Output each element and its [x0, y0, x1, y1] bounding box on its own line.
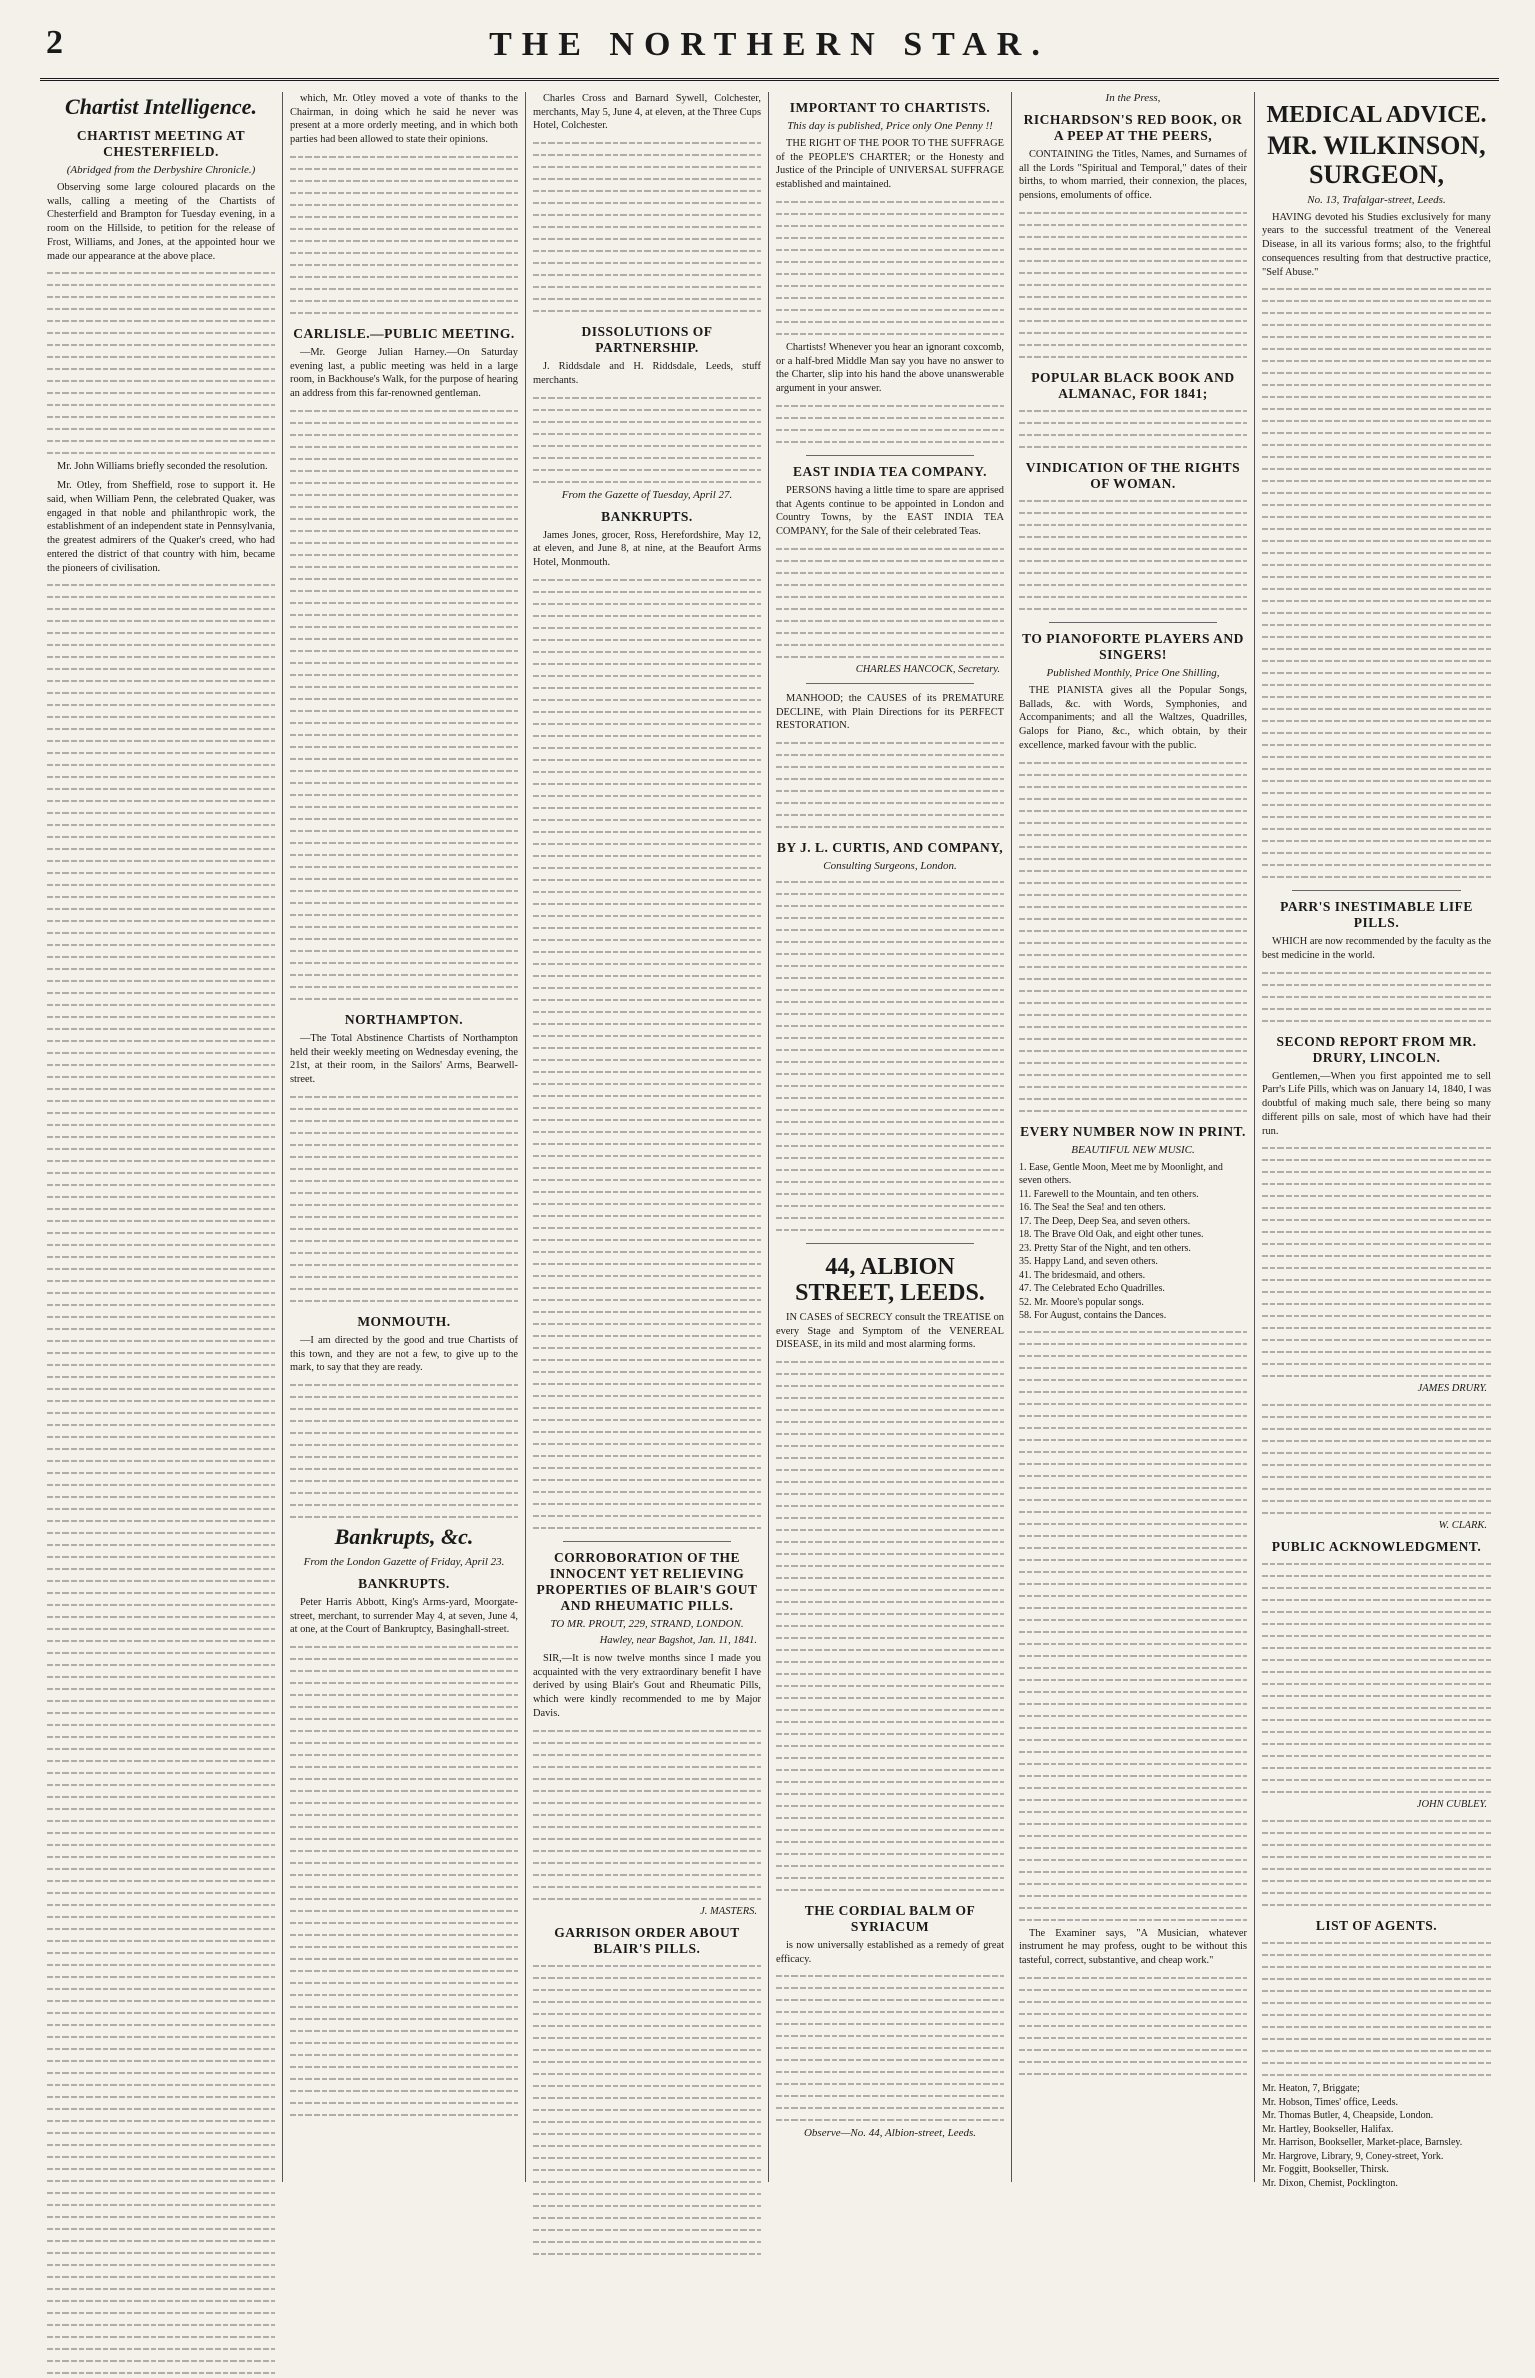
article-title-northampton: NORTHAMPTON.: [344, 1011, 464, 1027]
list-item: 52. Mr. Moore's popular songs.: [1019, 1296, 1144, 1308]
list-item: 58. For August, contains the Dances.: [1019, 1310, 1167, 1322]
letter-address: TO MR. PROUT, 229, STRAND, LONDON.: [550, 1617, 744, 1630]
article-paragraph: which, Mr. Otley moved a vote of thanks to the Chairman, in doing which he said he never was present at a more orderly meeting, and in which both parties had been allowed to state their opinions.: [290, 93, 518, 146]
list-item: Mr. Foggitt, Bookseller, Thirsk.: [1262, 2164, 1389, 2176]
article-paragraph: Charles Cross and Barnard Sywell, Colchester, merchants, May 5, June 4, at eleven, at the Three Cups Hotel, Colchester.: [533, 93, 761, 132]
list-item: 18. The Brave Old Oak, and eight other tunes.: [1019, 1229, 1204, 1241]
article-paragraph: Observing some large coloured placards on the walls, calling a meeting of the Chartists of Chesterfield and Brampton for Tuesday evening, in a room on the Hillside, to petition for the release of Frost, Williams, and Jones, at the appointed hour we made our appearance at the above place.: [47, 182, 275, 262]
letter-signature: J. MASTERS.: [700, 1905, 757, 1917]
list-item: Mr. Hargrove, Library, 9, Coney-street, York.: [1262, 2150, 1444, 2162]
ad-title-east-india-tea: EAST INDIA TEA COMPANY.: [792, 463, 988, 479]
ad-address: No. 13, Trafalgar-street, Leeds.: [1307, 193, 1446, 206]
gazette-source: From the Gazette of Tuesday, April 27.: [561, 488, 733, 501]
list-item: Mr. Harrison, Bookseller, Market-place, Barnsley.: [1262, 2137, 1463, 2149]
article-source: (Abridged from the Derbyshire Chronicle.): [66, 164, 256, 176]
list-item: Mr. Heaton, 7, Briggate;: [1262, 2083, 1360, 2095]
letter-signature: W. CLARK.: [1438, 1520, 1487, 1532]
ad-paragraph: THE PIANISTA gives all the Popular Songs, Ballads, &c. with Words, Symphonies, and Accompaniments; and all the Waltzes, Quadrilles, Galops for Piano, &c., which obtain, by their excellence, marked favour with the public.: [1019, 684, 1247, 751]
ad-title-red-book: RICHARDSON'S RED BOOK, OR A PEEP AT THE PEERS,: [1023, 112, 1243, 143]
article-paragraph: J. Riddsdale and H. Riddsdale, Leeds, stuff merchants.: [533, 361, 761, 386]
ad-subtitle: This day is published, Price only One Penny !!: [787, 120, 993, 132]
letter-place-date: Hawley, near Bagshot, Jan. 11, 1841.: [599, 1634, 757, 1646]
list-item: 17. The Deep, Deep Sea, and seven others.: [1019, 1215, 1191, 1227]
ad-subtitle: In the Press,: [1105, 92, 1161, 104]
article-paragraph: SIR,—It is now twelve months since I made you acquainted with the very extraordinary benefit I have derived by using Blair's Gout and Rheumatic Pills, which were kindly recommended to me by Major Davis.: [533, 1652, 761, 1719]
article-title-monmouth: MONMOUTH.: [357, 1313, 451, 1329]
masthead: [40, 20, 1499, 81]
music-list: [1019, 1161, 1247, 1323]
ad-title-mr-wilkinson: MR. WILKINSON, SURGEON,: [1267, 131, 1486, 189]
article-title-chesterfield: CHARTIST MEETING AT CHESTERFIELD.: [76, 128, 246, 159]
list-item: Mr. Thomas Butler, 4, Cheapside, London.: [1262, 2110, 1434, 2122]
article-paragraph: James Jones, grocer, Ross, Herefordshire, May 12, at eleven, and June 8, at nine, at the Beaufort Arms Hotel, Monmouth.: [533, 529, 761, 569]
article-paragraph: Mr. Otley, from Sheffield, rose to support it. He said, when William Penn, the celebrated Quaker, was engaged in that noble and philanthropic work, the establishment of an independent state in Pennsylvania, the greatest admirers of the Quaker's creed, who had entered the district of that country with him, became the pioneers of civilisation.: [47, 480, 275, 574]
column-text-block: [47, 580, 275, 2378]
report-title: PUBLIC ACKNOWLEDGMENT.: [1271, 1539, 1482, 1555]
article-title-dissolutions: DISSOLUTIONS OF PARTNERSHIP.: [581, 324, 713, 356]
list-item: 47. The Celebrated Echo Quadrilles.: [1019, 1283, 1165, 1295]
article-paragraph: —The Total Abstinence Chartists of Northampton held their weekly meeting on Wednesday evening, the 21st, at their room, in the Sailors' Arms, Bearwell-street.: [290, 1032, 518, 1086]
ad-paragraph: CONTAINING the Titles, Names, and Surnames of all the Lords "Spiritual and Temporal," dates of their births, to whom married, their connexion, the places, pensions, emoluments of office.: [1019, 149, 1247, 202]
ad-subtitle: Consulting Surgeons, London.: [823, 860, 957, 873]
page-number: 2: [46, 24, 63, 61]
ad-paragraph: The Examiner says, "A Musician, whatever instrument he may profess, ought to be without this tasteful, correct, substantive, and cheap work.": [1019, 1927, 1247, 1967]
gazette-source: From the London Gazette of Friday, April 23.: [303, 1556, 505, 1569]
article-paragraph: Peter Harris Abbott, King's Arms-yard, Moorgate-street, merchant, to surrender May 4, at seven, June 4, at one, at the Court of Bankruptcy, Basinghall-street.: [290, 1597, 518, 1636]
section-heading-bankrupts: Bankrupts, &c.: [334, 1524, 474, 1550]
article-title-carlisle: CARLISLE.—PUBLIC MEETING.: [293, 325, 515, 341]
bankrupts-label: BANKRUPTS.: [358, 1576, 450, 1592]
list-item: Mr. Hobson, Times' office, Leeds.: [1262, 2096, 1399, 2108]
agents-title: LIST OF AGENTS.: [1315, 1918, 1438, 1934]
ad-paragraph: WHICH are now recommended by the faculty as the best medicine in the world.: [1262, 936, 1491, 961]
ad-subtitle: BEAUTIFUL NEW MUSIC.: [1071, 1143, 1195, 1156]
section-heading-chartist-intelligence: Chartist Intelligence.: [65, 94, 257, 119]
column-6: [1255, 92, 1498, 2189]
ad-paragraph: HAVING devoted his Studies exclusively for many years to the successful treatment of the Venereal Disease, in all its various forms; also, to the frightful consequences resulting from that destructive practice, "Self Abuse.": [1262, 211, 1491, 278]
list-item: 1. Ease, Gentle Moon, Meet me by Moonlight, and seven others.: [1019, 1161, 1223, 1187]
letter-signature: JOHN CUBLEY.: [1416, 1799, 1487, 1811]
ad-paragraph: PERSONS having a little time to spare are apprised that Agents continue to be appointed in London and Country Towns, by the EAST INDIA TEA COMPANY, for the Sale of their celebrated Teas.: [776, 484, 1004, 538]
ad-title-every-number: EVERY NUMBER NOW IN PRINT.: [1020, 1123, 1246, 1139]
column-3: [526, 92, 769, 2182]
ad-title-rights-of-woman: VINDICATION OF THE RIGHTS OF WOMAN.: [1025, 459, 1241, 491]
column-2: [283, 92, 526, 2182]
ad-subtitle: Published Monthly, Price One Shilling,: [1046, 666, 1220, 679]
list-item: Mr. Hartley, Bookseller, Halifax.: [1262, 2123, 1394, 2135]
article-paragraph: —I am directed by the good and true Chartists of this town, and they are not a few, to give up to the mark, to say that they are ready.: [290, 1334, 518, 1374]
ad-paragraph: MANHOOD; the CAUSES of its PREMATURE DECLINE, with Plain Directions for its PERFECT RESTORATION.: [776, 692, 1004, 732]
ad-title-medical-advice: MEDICAL ADVICE.: [1266, 102, 1487, 128]
agents-list: [1262, 2082, 1491, 2190]
list-item: 11. Farewell to the Mountain, and ten others.: [1019, 1188, 1199, 1200]
ad-paragraph: Chartists! Whenever you hear an ignorant coxcomb, or a half-bred Middle Man say you have no answer to the Charter, slip into his hand the above unanswerable argument in your answer.: [776, 341, 1004, 395]
ad-paragraph: THE RIGHT OF THE POOR TO THE SUFFRAGE of the PEOPLE'S CHARTER; or the Honesty and Justice of the Principle of UNIVERSAL SUFFRAGE established and maintained.: [776, 138, 1004, 191]
ad-author: BY J. L. CURTIS, AND COMPANY,: [776, 840, 1004, 856]
article-paragraph: Mr. John Williams briefly seconded the resolution.: [57, 461, 268, 473]
ad-paragraph: Gentlemen,—When you first appointed me to sell Parr's Life Pills, which was on January 14, 1840, I was doubtful of making much sale, there being so many different pills on sale, most of which have had their run.: [1262, 1070, 1491, 1137]
article-paragraph: —Mr. George Julian Harney.—On Saturday evening last, a public meeting was held in a large room, in Backhouse's Walk, for the purpose of hearing an address from this far-renowned gentleman.: [290, 346, 518, 400]
list-item: 16. The Sea! the Sea! and ten others.: [1019, 1202, 1166, 1214]
ad-signature: CHARLES HANCOCK, Secretary.: [855, 663, 1000, 675]
ad-title-parrs-pills: PARR'S INESTIMABLE LIFE PILLS.: [1280, 899, 1473, 931]
ad-footer: Observe—No. 44, Albion-street, Leeds.: [803, 2127, 976, 2140]
ad-title-albion-street: 44, ALBION STREET, LEEDS.: [795, 1254, 985, 1307]
article-title-blairs-pills: CORROBORATION OF THE INNOCENT YET RELIEVING PROPERTIES OF BLAIR'S GOUT AND RHEUMATIC PILLS.: [536, 1549, 758, 1613]
list-item: Mr. Dixon, Chemist, Pocklington.: [1262, 2177, 1398, 2189]
column-4: [769, 92, 1012, 2182]
newspaper-title: THE NORTHERN STAR.: [489, 26, 1050, 63]
column-1: [40, 92, 283, 2182]
ad-title-cordial-balm: THE CORDIAL BALM OF SYRIACUM: [804, 1903, 976, 1934]
report-title: SECOND REPORT FROM MR. DRURY, LINCOLN.: [1276, 1033, 1477, 1065]
columns: [40, 92, 1499, 2189]
bankrupts-label: BANKRUPTS.: [601, 508, 693, 524]
ad-title-important-to-chartists: IMPORTANT TO CHARTISTS.: [789, 100, 991, 115]
list-item: 35. Happy Land, and seven others.: [1019, 1256, 1158, 1268]
ad-paragraph: is now universally established as a remedy of great efficacy.: [776, 1940, 1004, 1965]
ad-paragraph: IN CASES of SECRECY consult the TREATISE on every Stage and Symptom of the VENEREAL DISEASE, in its mild and most alarming forms.: [776, 1311, 1004, 1351]
article-title-garrison-order: GARRISON ORDER ABOUT BLAIR'S PILLS.: [554, 1924, 740, 1956]
column-5: [1012, 92, 1255, 2182]
ad-title-pianoforte: TO PIANOFORTE PLAYERS AND SINGERS!: [1022, 630, 1244, 662]
list-item: 41. The bridesmaid, and others.: [1019, 1269, 1146, 1281]
letter-signature: JAMES DRURY.: [1417, 1383, 1487, 1395]
ad-title-black-book: POPULAR BLACK BOOK AND ALMANAC, FOR 1841;: [1031, 369, 1235, 401]
list-item: 23. Pretty Star of the Night, and ten others.: [1019, 1242, 1191, 1254]
